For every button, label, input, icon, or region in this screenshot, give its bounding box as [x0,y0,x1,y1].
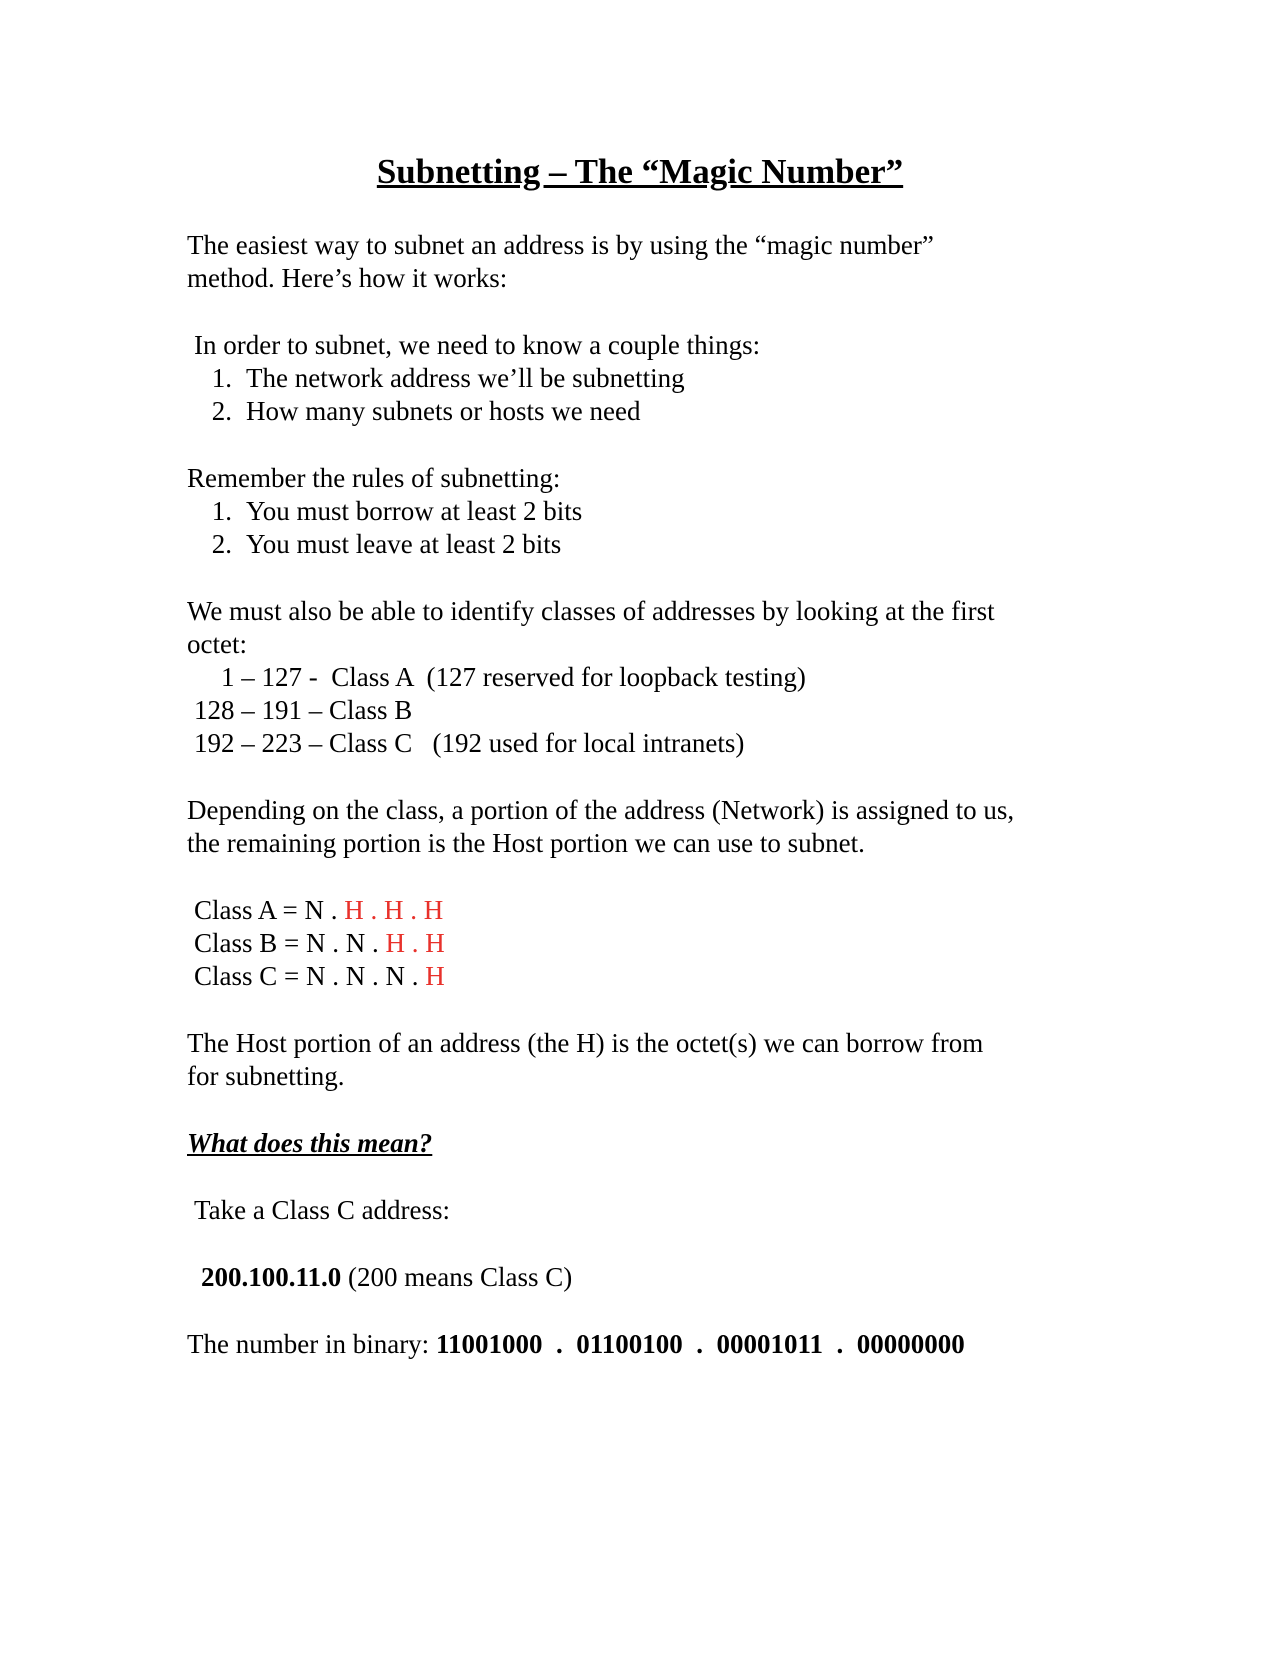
binary-label: The number in binary: [187,1329,436,1359]
classes-intro-line-1: We must also be able to identify classes of addresses by looking at the first [187,596,995,626]
list-text: You must borrow at least 2 bits [246,496,583,526]
need-heading: In order to subnet, we need to know a couple things: [194,330,761,360]
class-range-b: 128 – 191 – Class B [194,695,413,725]
meaning-heading: What does this mean? [187,1128,433,1158]
host-part: H . H [385,928,445,958]
intro-line-1: The easiest way to subnet an address is by using the “magic number” [187,230,934,260]
binary-value: 11001000 . 01100100 . 00001011 . 00000000 [435,1329,965,1359]
list-number: 2. [211,529,232,559]
host-text-line-1: The Host portion of an address (the H) is the octet(s) we can borrow from [187,1028,984,1058]
classes-intro-line-2: octet: [187,629,247,659]
example-note: (200 means Class C) [341,1262,573,1292]
class-b-notation [194,927,445,960]
list-text: How many subnets or hosts we need [246,396,641,426]
need-list-item [208,395,640,428]
list-text: The network address we’ll be subnetting [246,363,685,393]
rules-list-item [208,495,582,528]
page-title: Subnetting – The “Magic Number” [376,152,904,191]
portion-line-2: the remaining portion is the Host portion we can use to subnet. [187,828,865,858]
host-part: H . H . H [344,895,444,925]
list-number: 2. [211,396,232,426]
list-number: 1. [211,363,232,393]
need-list-item [208,362,685,395]
host-part: H [425,961,445,991]
intro-line-2: method. Here’s how it works: [187,263,508,293]
class-a-notation [194,894,443,927]
example-address-line [201,1261,572,1294]
network-part: Class C = N . N . N . [194,961,426,991]
network-part: Class A = N . [194,895,345,925]
portion-line-1: Depending on the class, a portion of the address (Network) is assigned to us, [187,795,1015,825]
class-range-c: 192 – 223 – Class C (192 used for local intranets) [194,728,745,758]
list-number: 1. [211,496,232,526]
class-c-notation [194,960,445,993]
network-part: Class B = N . N . [194,928,386,958]
host-text-line-2: for subnetting. [187,1061,345,1091]
binary-line [187,1328,965,1361]
take-class-c-text: Take a Class C address: [194,1195,451,1225]
list-text: You must leave at least 2 bits [246,529,562,559]
rules-heading: Remember the rules of subnetting: [187,463,561,493]
example-address: 200.100.11.0 [201,1262,342,1292]
rules-list-item [208,528,561,561]
class-range-a: 1 – 127 - Class A (127 reserved for loopback testing) [194,662,806,692]
